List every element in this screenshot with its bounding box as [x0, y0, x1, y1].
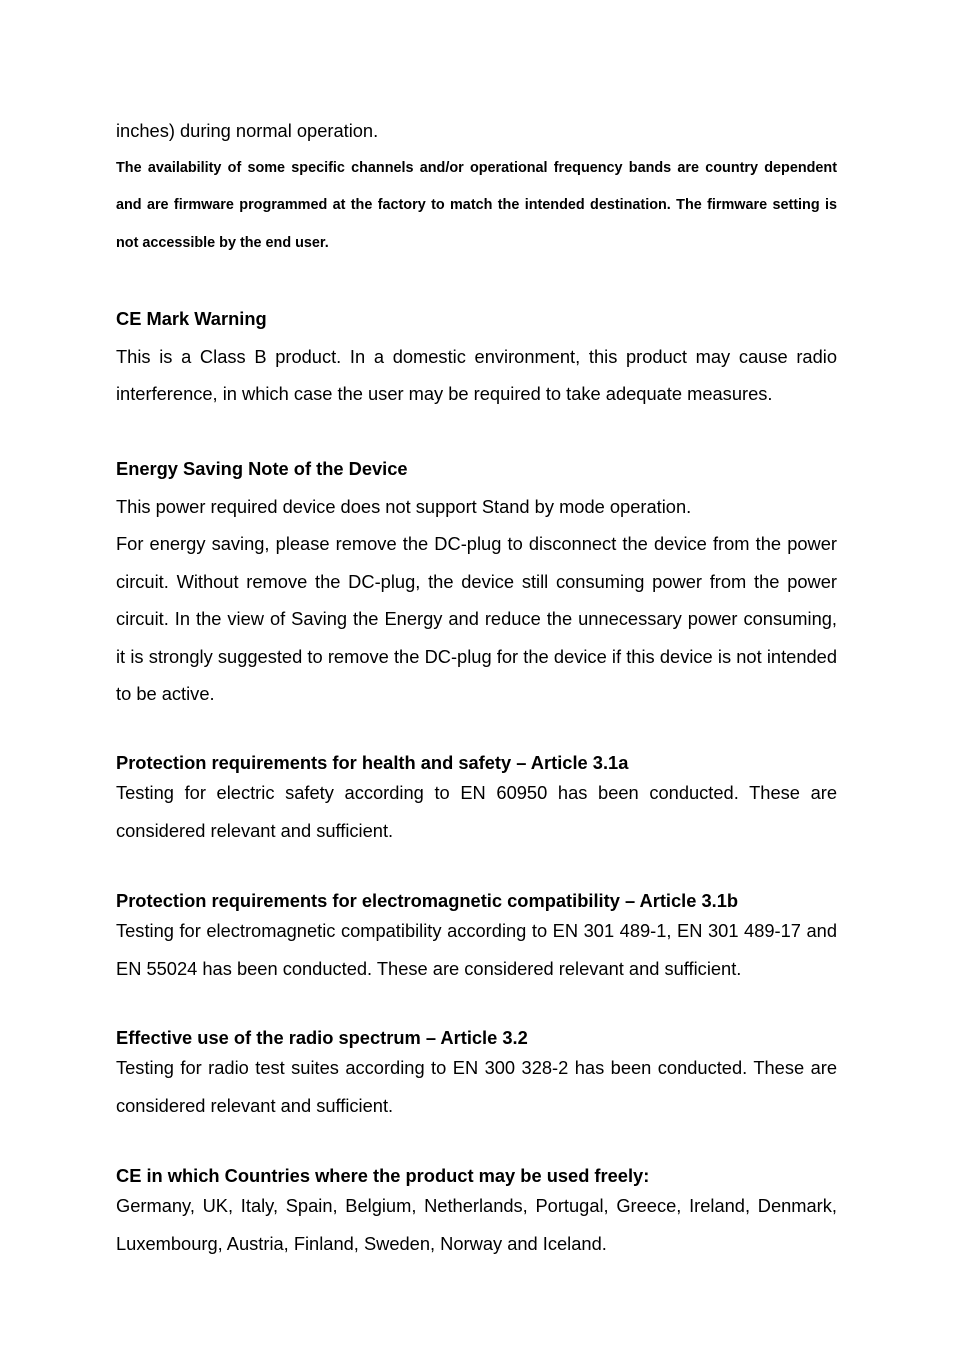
energy-heading: Energy Saving Note of the Device: [116, 458, 408, 479]
energy-text: For energy saving, please remove the DC-plug to disconnect the device from the power circuit. Without remove the DC-plug, the device still consuming power from the power circuit. In the view of Saving the Energy and reduce the unnecessary power consuming, it is strongly suggested to remove the DC-plug for the device if this device is not intended to be active.: [116, 533, 837, 704]
health-safety-text: Testing for electric safety according to EN 60950 has been conducted. These are considered relevant and sufficient.: [116, 782, 837, 841]
intro-continuation: inches) during normal operation.: [116, 120, 379, 141]
emc-heading: Protection requirements for electromagnetic compatibility – Article 3.1b: [116, 890, 739, 911]
emc-section: [116, 882, 837, 987]
radio-heading: Effective use of the radio spectrum – Article 3.2: [116, 1027, 528, 1048]
countries-text: Germany, UK, Italy, Spain, Belgium, Netherlands, Portugal, Greece, Ireland, Denmark, Luxembourg, Austria, Finland, Sweden, Norway and Iceland.: [116, 1195, 837, 1254]
ce-mark-heading: CE Mark Warning: [116, 308, 267, 329]
ce-mark-text: This is a Class B product. In a domestic environment, this product may cause radio interference, in which case the user may be required to take adequate measures.: [116, 345, 837, 404]
intro-section: [116, 112, 837, 262]
firmware-note: The availability of some specific channels and/or operational frequency bands are country dependent and are firmware programmed at the factory to match the intended destination. The firmware setting is not accessible by the end user.: [116, 159, 837, 251]
countries-heading: CE in which Countries where the product may be used freely:: [116, 1165, 650, 1186]
energy-section: [116, 450, 837, 713]
emc-text: Testing for electromagnetic compatibility according to EN 301 489-1, EN 301 489-17 and EN 55024 has been conducted. These are considered relevant and sufficient.: [116, 920, 837, 979]
health-safety-heading: Protection requirements for health and safety – Article 3.1a: [116, 752, 629, 773]
ce-mark-section: [116, 300, 837, 413]
radio-section: [116, 1019, 837, 1124]
countries-section: [116, 1157, 837, 1262]
energy-line1: This power required device does not support Stand by mode operation.: [116, 495, 692, 517]
health-safety-section: [116, 744, 837, 849]
radio-text: Testing for radio test suites according to EN 300 328-2 has been conducted. These are considered relevant and sufficient.: [116, 1057, 837, 1116]
